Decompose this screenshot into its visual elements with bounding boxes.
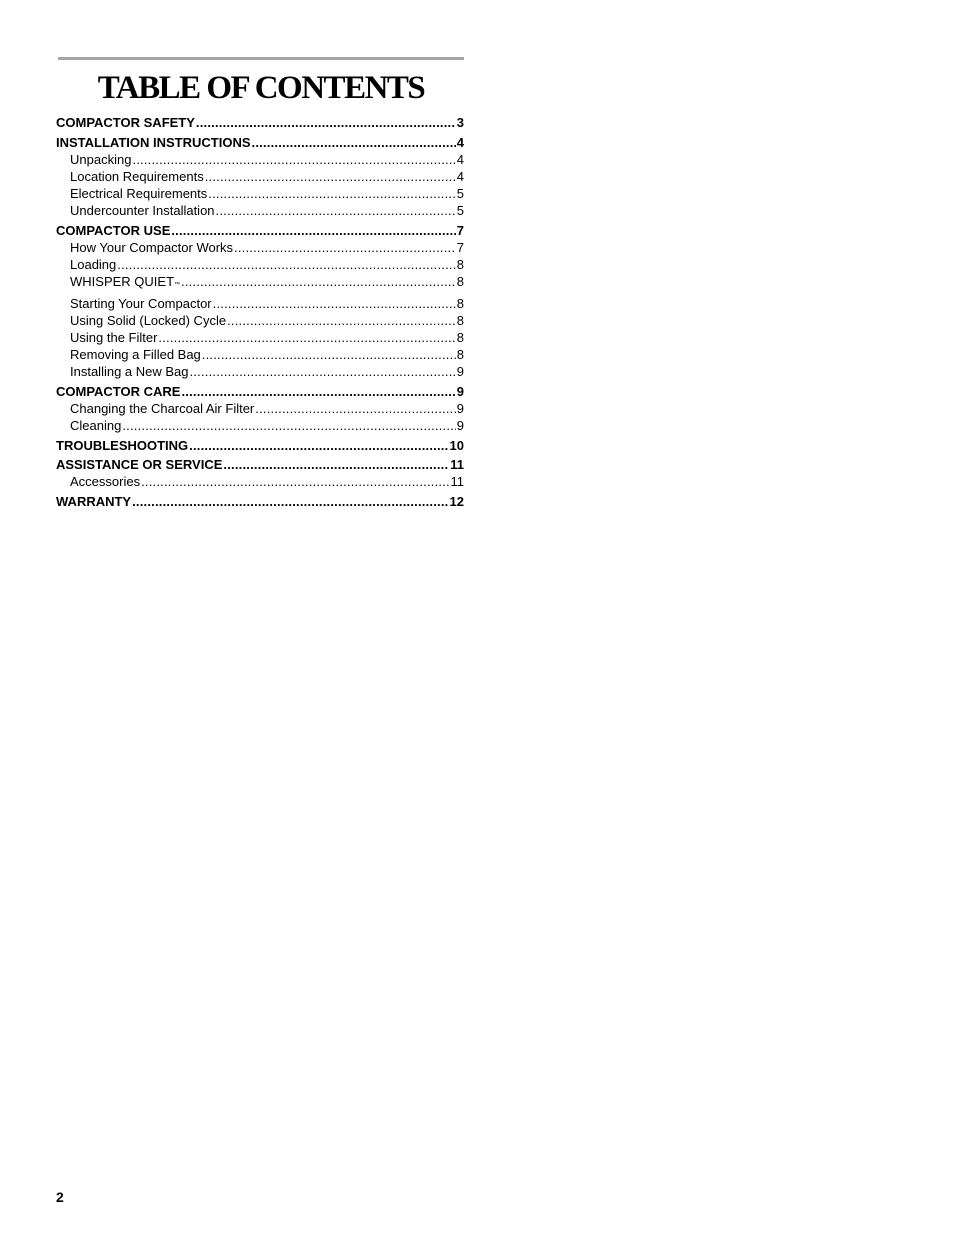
dot-leader (171, 222, 455, 239)
toc-entry-label: Installing a New Bag (70, 364, 189, 380)
toc-subsection-entry[interactable] (56, 312, 464, 329)
toc-entry-page: 8 (456, 295, 464, 311)
toc-entry-page: 4 (456, 168, 464, 184)
toc-entry-page: 8 (456, 312, 464, 328)
toc-subsection-entry[interactable] (56, 363, 464, 380)
toc-entry-page: 11 (450, 474, 464, 490)
toc-entry-page: 9 (456, 383, 464, 399)
dot-leader (158, 329, 455, 346)
dot-leader (223, 456, 449, 473)
toc-subsection-entry[interactable] (56, 346, 464, 363)
dot-leader (227, 312, 456, 329)
toc-entry-page: 8 (456, 347, 464, 363)
toc-entry-label: WHISPER QUIET (70, 274, 175, 290)
toc-entry-label: Changing the Charcoal Air Filter (70, 401, 255, 416)
toc-section-entry[interactable] (56, 437, 464, 454)
dot-leader (205, 168, 456, 185)
dot-leader (181, 273, 456, 290)
trademark-symbol: ™ (174, 282, 181, 289)
toc-entry-label: Loading (70, 257, 117, 273)
toc-section-entry[interactable] (56, 456, 464, 473)
toc-subsection-entry[interactable] (56, 400, 464, 417)
toc-entry-page: 4 (456, 134, 464, 150)
toc-entry-label: Using Solid (Locked) Cycle (70, 312, 227, 328)
toc-entry-label: Electrical Requirements (70, 186, 208, 202)
toc-entry-page: 9 (456, 364, 464, 380)
dot-leader (189, 437, 448, 454)
toc-subsection-entry[interactable] (56, 329, 464, 346)
toc-section-entry[interactable] (56, 114, 464, 131)
dot-leader (122, 417, 455, 434)
toc-subsection-entry[interactable] (56, 473, 464, 490)
toc-subsection-entry[interactable] (56, 239, 464, 256)
toc-section-entry[interactable] (56, 222, 464, 239)
toc-entry-page: 8 (456, 274, 464, 290)
dot-leader (181, 383, 455, 400)
dot-leader (132, 493, 448, 510)
toc-section-entry[interactable] (56, 134, 464, 151)
dot-leader (132, 151, 455, 168)
toc-entry-label: ASSISTANCE OR SERVICE (56, 456, 223, 472)
dot-leader (208, 185, 455, 202)
toc-subsection-entry[interactable] (56, 185, 464, 202)
toc-entry-label: INSTALLATION INSTRUCTIONS (56, 134, 251, 150)
dot-leader (252, 134, 456, 151)
toc-entry-page: 3 (456, 115, 464, 131)
toc-entry-label: TROUBLESHOOTING (56, 437, 189, 453)
toc-entry-page: 7 (456, 239, 464, 255)
toc-subsection-entry[interactable] (56, 168, 464, 185)
toc-entry-page: 10 (449, 437, 464, 453)
dot-leader (213, 295, 456, 312)
toc-entry-page: 9 (456, 418, 464, 434)
toc-entry-label: How Your Compactor Works (70, 239, 234, 255)
header-rule (58, 57, 464, 60)
toc-subsection-entry[interactable] (56, 273, 464, 294)
toc-entry-page: 9 (456, 401, 464, 416)
toc-entry-label: Location Requirements (70, 168, 204, 184)
toc-entry-page: 4 (456, 151, 464, 167)
page-title: TABLE OF CONTENTS (97, 70, 425, 106)
toc-entry-page: 11 (450, 456, 464, 472)
toc-entry-page: 8 (456, 257, 464, 273)
toc-entry-page: 7 (456, 222, 464, 238)
toc-entry-label: Cleaning (70, 418, 122, 434)
toc-entry-page: 5 (456, 186, 464, 202)
toc-entry-page: 5 (456, 203, 464, 219)
toc-entry-label: Undercounter Installation (70, 203, 215, 219)
page-number: 2 (56, 1189, 64, 1205)
dot-leader (117, 256, 455, 273)
toc-section-entry[interactable] (56, 493, 464, 510)
dot-leader (255, 400, 456, 417)
toc-entry-label: Removing a Filled Bag (70, 347, 201, 363)
dot-leader (234, 239, 456, 256)
table-of-contents (56, 112, 464, 510)
toc-entry-label: COMPACTOR CARE (56, 383, 181, 399)
dot-leader (196, 114, 456, 131)
toc-entry-page: 12 (449, 493, 464, 509)
dot-leader (202, 346, 456, 363)
toc-entry-page: 8 (456, 330, 464, 345)
toc-entry-label: Unpacking (70, 151, 132, 167)
toc-subsection-entry[interactable] (56, 295, 464, 312)
toc-entry-label: Starting Your Compactor (70, 295, 212, 311)
toc-subsection-entry[interactable] (56, 256, 464, 273)
dot-leader (216, 202, 456, 219)
toc-section-entry[interactable] (56, 383, 464, 400)
toc-entry-label: WARRANTY (56, 493, 132, 509)
dot-leader (190, 363, 456, 380)
toc-entry-label: Using the Filter (70, 330, 158, 345)
toc-entry-label: COMPACTOR USE (56, 222, 171, 238)
dot-leader (141, 473, 449, 490)
toc-entry-label: Accessories (70, 474, 141, 490)
toc-entry-label: COMPACTOR SAFETY (56, 115, 195, 131)
toc-subsection-entry[interactable] (56, 202, 464, 219)
toc-subsection-entry[interactable] (56, 417, 464, 434)
toc-subsection-entry[interactable] (56, 151, 464, 168)
